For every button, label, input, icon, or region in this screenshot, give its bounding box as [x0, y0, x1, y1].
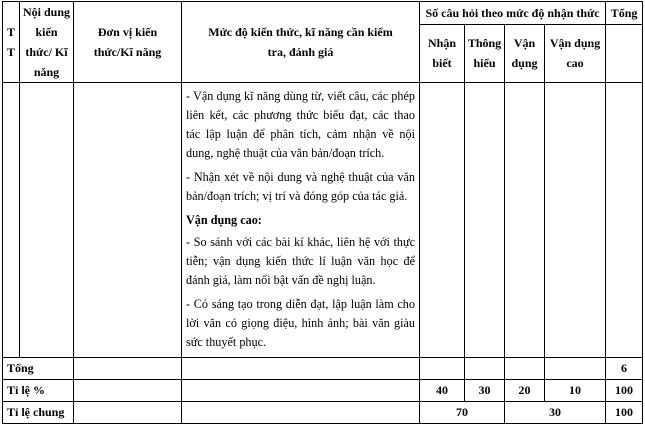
ratio-blank-cell — [182, 380, 420, 402]
total-blank-cell — [182, 358, 420, 380]
header-competency-level: Mức độ kiến thức, kĩ năng cần kiểm tra, đánh giá — [182, 2, 420, 83]
count-total-cell — [606, 83, 643, 358]
ratio-advanced: 10 — [545, 380, 606, 402]
competency-paragraph: - Có sáng tạo trong diễn đạt, lập luận làm cho lời văn có giọng điệu, hình ảnh; bài văn giàu sức thuyết phục. — [186, 297, 415, 349]
total-blank-cell — [465, 358, 505, 380]
overall-ratio-total: 100 — [606, 402, 643, 424]
ratio-comprehension: 30 — [465, 380, 505, 402]
count-comprehension-cell — [465, 83, 505, 358]
row-total-label: Tổng — [3, 358, 74, 380]
ratio-blank-cell — [74, 380, 182, 402]
count-advanced-cell — [545, 83, 606, 358]
total-value: 6 — [606, 358, 643, 380]
competency-paragraph: - Vận dụng kĩ năng dùng từ, viết câu, các phép liên kết, các phương thức biểu đạt, các thao tác lập luận để phân tích, cảm nhận về nội dung, nghệ thuật của văn bản/đoạn trích. — [186, 89, 415, 160]
header-content-area: Nội dung kiến thức/ Kĩ năng — [20, 2, 74, 83]
row-ratio-label: Tỉ lệ % — [3, 380, 74, 402]
advanced-application-heading: Vận dụng cao: — [186, 213, 262, 227]
competency-description — [182, 83, 420, 358]
competency-paragraph: - Nhận xét về nội dung và nghệ thuật của văn bản/đoạn trích; vị trí và đóng góp của tác giả. — [186, 170, 415, 203]
header-level-comprehension: Thông hiểu — [465, 24, 505, 82]
overall-blank-cell — [182, 402, 420, 424]
content-area-cell — [20, 83, 74, 358]
overall-blank-cell — [74, 402, 182, 424]
ratio-total: 100 — [606, 380, 643, 402]
header-level-application: Vận dụng — [505, 24, 545, 82]
total-blank-cell — [420, 358, 465, 380]
competency-paragraph: - So sánh với các bài kí khác, liên hệ với thực tiễn; vận dụng kiến thức lí luận văn học để đánh giá, làm nổi bật vấn đề nghị luận. — [186, 235, 415, 287]
total-blank-cell — [505, 358, 545, 380]
header-total: Tổng — [606, 2, 643, 25]
ratio-recognition: 40 — [420, 380, 465, 402]
count-application-cell — [505, 83, 545, 358]
header-knowledge-unit: Đơn vị kiến thức/Kĩ năng — [74, 2, 182, 83]
total-blank-cell — [545, 358, 606, 380]
header-level-recognition: Nhận biết — [420, 24, 465, 82]
header-question-count: Số câu hỏi theo mức độ nhận thức — [420, 2, 606, 25]
header-total-blank — [606, 24, 643, 82]
header-level-advanced-application: Vận dụng cao — [545, 24, 606, 82]
count-recognition-cell — [420, 83, 465, 358]
overall-ratio-basic: 70 — [420, 402, 505, 424]
content-tt-cell — [3, 83, 20, 358]
ratio-application: 20 — [505, 380, 545, 402]
content-unit-cell — [74, 83, 182, 358]
row-overall-ratio-label: Tỉ lệ chung — [3, 402, 74, 424]
header-tt: T T — [3, 2, 20, 83]
overall-ratio-applied: 30 — [505, 402, 606, 424]
total-blank-cell — [74, 358, 182, 380]
assessment-matrix-table — [2, 1, 643, 424]
